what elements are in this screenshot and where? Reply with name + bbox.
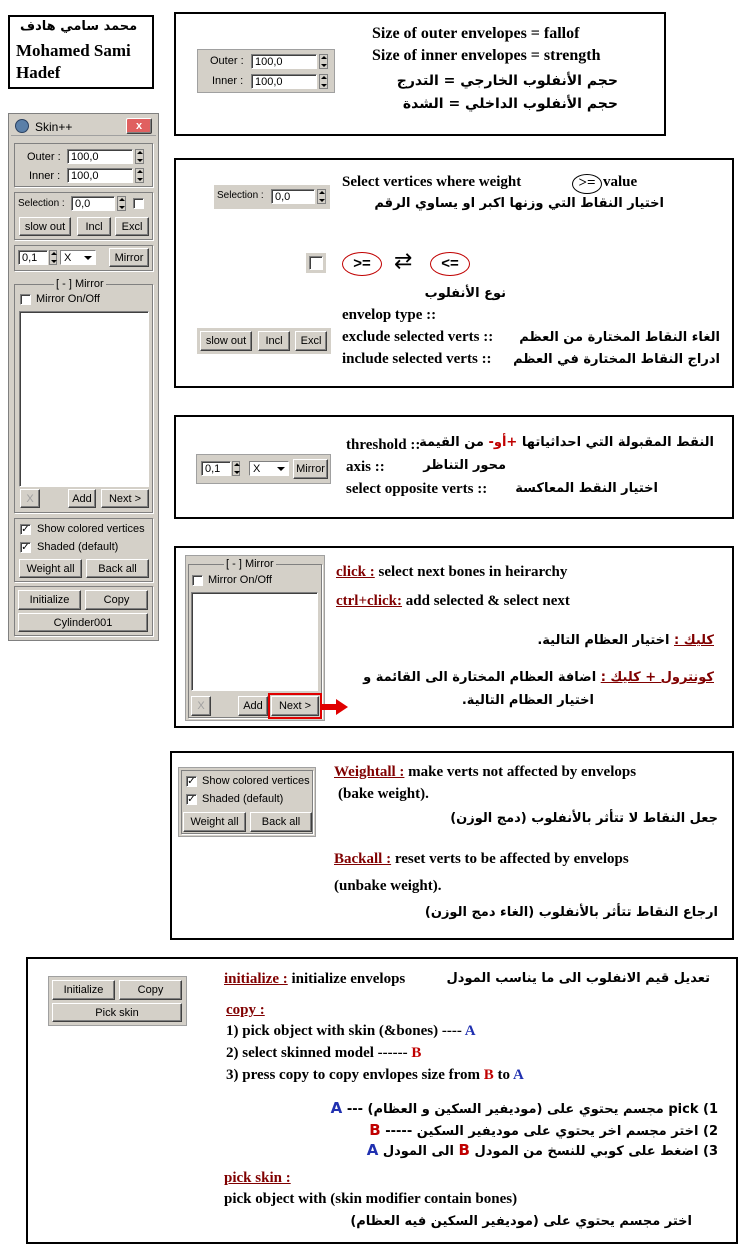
excl-button[interactable]: Excl — [115, 217, 149, 236]
box6-init-label: initialize : — [224, 971, 288, 987]
box1-inner-label: Inner : — [212, 75, 244, 87]
box6-step1-A: A — [464, 1023, 476, 1039]
box-initialize-copy — [26, 957, 738, 1244]
skin-panel — [8, 113, 159, 641]
box6-pick-ar: اختر مجسم يحتوي على (موديفير السكين فيه العظام) — [350, 1214, 692, 1229]
selection-spinner[interactable] — [117, 196, 126, 211]
box6-pick-label: pick skin : — [224, 1170, 291, 1186]
box4-ar-click-text: اختيار العظام التالية. — [537, 633, 670, 648]
inner-label: Inner : — [29, 170, 61, 182]
box-weight-all — [170, 751, 734, 940]
box2-type-text: envelop type — [342, 307, 423, 323]
box2-incl-sep: :: — [481, 351, 492, 367]
box3-axis-en — [346, 459, 385, 476]
box6-ar-step1 — [331, 1099, 718, 1117]
box2-type-ar: نوع الأنفلوب — [424, 286, 506, 301]
box3-opposite-text: select opposite verts — [346, 481, 474, 497]
weight-all-button[interactable]: Weight all — [19, 559, 82, 578]
box6-init-line — [224, 971, 405, 988]
box5-backall-label: Backall : — [334, 851, 392, 867]
threshold-input[interactable]: 0,1 — [18, 250, 48, 265]
box-envelope-size — [174, 12, 666, 136]
box6-step3 — [226, 1067, 524, 1084]
box5-shaded-label: Shaded (default) — [202, 793, 284, 805]
box6-step3-B: B — [483, 1067, 494, 1083]
shaded-checkbox[interactable]: ✓ — [21, 542, 30, 553]
box2-selection-label: Selection : — [217, 190, 264, 201]
box3-ar-tail: من القيمة — [419, 435, 484, 450]
selection-label: Selection : — [18, 198, 65, 209]
skin-titlebar — [11, 116, 156, 136]
threshold-spinner[interactable] — [49, 250, 57, 265]
box4-bones-list[interactable] — [191, 592, 318, 691]
box2-selection-spinner[interactable] — [317, 189, 326, 204]
next-button[interactable]: Next > — [101, 489, 149, 508]
box-mirror-threshold — [174, 415, 734, 519]
max-logo-icon — [15, 119, 29, 133]
box4-x-button[interactable]: X — [191, 696, 211, 716]
author-box — [8, 15, 154, 89]
box3-opposite-ar: اختيار النقط المعاكسة — [515, 481, 658, 496]
box3-ar-head: النقط المقبولة التي احداثياتها — [521, 435, 714, 450]
author-name-en-1: Mohamed Sami — [16, 41, 131, 60]
box3-axis-ar: محور التناظر — [423, 458, 506, 473]
box4-ar-ctrl-line — [363, 670, 714, 685]
box5-backall-line — [334, 851, 629, 868]
box6-ar-step3-A: A — [366, 1141, 379, 1159]
inner-spinner[interactable] — [135, 168, 144, 183]
inner-input[interactable]: 100,0 — [67, 168, 133, 183]
object-pick-button[interactable]: Cylinder001 — [18, 613, 148, 632]
box6-initialize-button[interactable]: Initialize — [52, 980, 115, 1000]
box3-threshold-sep: :: — [410, 437, 421, 453]
box5-weightall-text: make verts not affected by envelops — [408, 764, 637, 780]
box6-ar-step1-A: A — [330, 1099, 343, 1117]
box2-checkbox[interactable] — [309, 256, 323, 270]
slow-out-button[interactable]: slow out — [19, 217, 71, 236]
box3-opposite-sep: :: — [477, 481, 488, 497]
box6-step3-to: to — [497, 1067, 511, 1083]
shaded-label: Shaded (default) — [37, 541, 119, 553]
box2-slow-out-button[interactable]: slow out — [200, 331, 252, 351]
box2-excl-text: exclude selected verts — [342, 329, 480, 345]
box4-mirror-onoff: Mirror On/Off — [208, 574, 272, 586]
box6-step3-A: A — [512, 1067, 524, 1083]
box6-copy-label: copy : — [226, 1002, 265, 1018]
add-button[interactable]: Add — [68, 489, 96, 508]
box5-shaded-checkbox[interactable]: ✓ — [187, 794, 196, 805]
box2-ge-oval: >= — [572, 174, 602, 194]
box2-type-en — [342, 307, 436, 324]
author-name-en-2: Hadef — [16, 63, 61, 82]
copy-button[interactable]: Copy — [85, 590, 148, 610]
le-symbol-oval: <= — [430, 252, 470, 276]
box6-pick-text: pick object with (skin modifier contain bones) — [224, 1191, 518, 1207]
show-colored-checkbox[interactable]: ✓ — [21, 524, 30, 535]
box2-incl-button[interactable]: Incl — [258, 331, 290, 351]
skin-title: Skin++ — [35, 120, 73, 134]
box1-outer-spinner[interactable] — [319, 54, 328, 69]
x-button[interactable]: X — [20, 489, 40, 508]
box5-backall-ar: ارجاع النقاط تتأثر بالأنفلوب (الغاء دمج الوزن) — [424, 905, 718, 920]
box3-axis-dropdown[interactable]: X — [249, 461, 289, 476]
box2-excl-sep: :: — [483, 329, 494, 345]
box3-threshold-input[interactable]: 0,1 — [201, 461, 231, 476]
box2-incl-text: include selected verts — [342, 351, 478, 367]
ge-symbol-oval: >= — [342, 252, 382, 276]
box4-add-button[interactable]: Add — [238, 696, 268, 716]
box4-ctrl-line — [336, 593, 570, 610]
box4-ar-click-line — [537, 633, 714, 648]
mirror-onoff-label: Mirror On/Off — [36, 293, 100, 305]
mirror-button[interactable]: Mirror — [109, 248, 149, 267]
box6-ar-step2-B: B — [369, 1121, 381, 1139]
box6-ar-step1-text: 1) pick مجسم يحتوي على (موديفير السكين و العظام) --- — [346, 1102, 718, 1117]
box-mirror-list — [174, 546, 734, 728]
box6-init-ar: تعديل قيم الانفلوب الى ما يناسب المودل — [446, 971, 710, 986]
back-all-button[interactable]: Back all — [86, 559, 149, 578]
author-name-ar: محمد سامي هادف — [20, 19, 138, 34]
box5-backall-text: reset verts to be affected by envelops — [394, 851, 629, 867]
box6-step2-B: B — [411, 1045, 422, 1061]
box-selection — [174, 158, 734, 388]
box1-inner-input[interactable]: 100,0 — [251, 74, 317, 89]
outer-spinner[interactable] — [135, 149, 144, 164]
box6-ar-step2 — [369, 1121, 718, 1139]
box3-mirror-button[interactable]: Mirror — [293, 459, 328, 479]
box1-ar2: حجم الأنفلوب الداخلي = الشدة — [402, 96, 618, 112]
box2-excl-button[interactable]: Excl — [295, 331, 327, 351]
mirror-group-title: [ - ] Mirror — [56, 278, 104, 290]
show-colored-label: Show colored vertices — [37, 523, 145, 535]
box4-ar-ctrl-text: اضافة العظام المختارة الى القائمة و — [363, 670, 597, 685]
box4-ar-ctrl-label: كونترول + كليك : — [600, 670, 714, 685]
box1-ar1: حجم الأنفلوب الخارجي = التدرج — [396, 73, 618, 89]
box2-line1a: Select vertices where weight — [342, 174, 522, 190]
box4-ar-click-label: كليك : — [673, 633, 714, 648]
box6-ar-step3-B: B — [458, 1141, 470, 1159]
box6-step1 — [226, 1023, 476, 1040]
box5-weightall-line — [334, 764, 636, 781]
box1-inner-spinner[interactable] — [319, 74, 328, 89]
selection-checkbox[interactable] — [133, 198, 144, 209]
box2-excl-en — [342, 329, 493, 346]
incl-button[interactable]: Incl — [77, 217, 111, 236]
box4-mirror-title: [ - ] Mirror — [226, 558, 274, 570]
box6-init-text: initialize envelops — [291, 971, 406, 987]
mirror-onoff-checkbox[interactable] — [20, 294, 31, 305]
box6-ar-step3-text2: الى المودل — [382, 1144, 454, 1159]
axis-dropdown[interactable]: X — [60, 250, 96, 265]
box5-weightall-label: Weightall : — [334, 764, 405, 780]
box2-ar1: اختيار النقاط التي وزنها اكبر او يساوي الرقم — [374, 196, 664, 211]
bones-list[interactable] — [19, 311, 149, 487]
outer-label: Outer : — [27, 151, 61, 163]
outer-input[interactable]: 100,0 — [67, 149, 133, 164]
box2-incl-en — [342, 351, 492, 368]
box4-next-button[interactable]: Next > — [271, 696, 319, 716]
swap-arrows-icon: ⇄ — [394, 249, 413, 274]
box3-axis-text: axis — [346, 459, 372, 475]
box6-ar-step3 — [367, 1141, 718, 1159]
box5-weight-all-button[interactable]: Weight all — [183, 812, 246, 832]
box3-axis-sep: :: — [374, 459, 385, 475]
box3-threshold-en — [346, 437, 420, 454]
box3-ar-line — [419, 435, 714, 450]
box6-ar-step2-text: 2) اختر مجسم اخر يحتوي على موديفير السكين ----- — [385, 1124, 718, 1139]
box6-pick-skin-button[interactable]: Pick skin — [52, 1003, 182, 1022]
box6-step3-text: 3) press copy to copy envlopes size from — [226, 1067, 481, 1083]
box2-incl-ar: ادراج النقاط المختارة في العظم — [513, 352, 720, 367]
red-arrow-icon — [322, 699, 348, 715]
selection-input[interactable]: 0,0 — [71, 196, 115, 211]
box5-weightall-line2: (bake weight). — [338, 786, 429, 802]
box1-line2: Size of inner envelopes = strength — [372, 47, 601, 64]
box3-pm: +أو- — [488, 435, 518, 450]
box2-type-sep: :: — [426, 307, 437, 323]
box5-backall-line2: (unbake weight). — [334, 878, 442, 894]
box1-outer-label: Outer : — [210, 55, 244, 67]
box1-outer-input[interactable]: 100,0 — [251, 54, 317, 69]
box4-click-text: select next bones in heirarchy — [378, 564, 568, 580]
box4-ctrl-text: add selected & select next — [405, 593, 570, 609]
box4-click-line — [336, 564, 567, 581]
box6-step1-text: 1) pick object with skin (&bones) ---- — [226, 1023, 462, 1039]
box2-excl-ar: الغاء النقاط المختارة من العظم — [519, 330, 720, 345]
box4-click-label: click : — [336, 564, 375, 580]
box6-step2-text: 2) select skinned model ------ — [226, 1045, 408, 1061]
box1-line1: Size of outer envelopes = fallof — [372, 25, 580, 42]
box3-opposite-en — [346, 481, 487, 498]
box5-show-colored-checkbox[interactable]: ✓ — [187, 776, 196, 787]
box4-mirror-checkbox[interactable] — [192, 575, 203, 586]
box4-ar-ctrl-line2: اختيار العظام التالية. — [461, 693, 594, 708]
box6-copy-button[interactable]: Copy — [119, 980, 182, 1000]
box5-show-colored-label: Show colored vertices — [202, 775, 310, 787]
close-button[interactable]: x — [126, 118, 152, 134]
box2-selection-input[interactable]: 0,0 — [271, 189, 315, 204]
box2-line1b: value — [603, 174, 638, 190]
box3-threshold-spinner[interactable] — [232, 461, 240, 476]
box4-ctrl-label: ctrl+click: — [336, 593, 403, 609]
box5-weightall-ar: جعل النقاط لا تتأثر بالأنفلوب (دمج الوزن) — [450, 811, 718, 826]
box5-back-all-button[interactable]: Back all — [250, 812, 312, 832]
box6-step2 — [226, 1045, 421, 1062]
box6-ar-step3-text: 3) اضغط على كوبي للنسخ من المودل — [474, 1144, 718, 1159]
initialize-button[interactable]: Initialize — [18, 590, 81, 610]
box3-threshold-text: threshold — [346, 437, 407, 453]
